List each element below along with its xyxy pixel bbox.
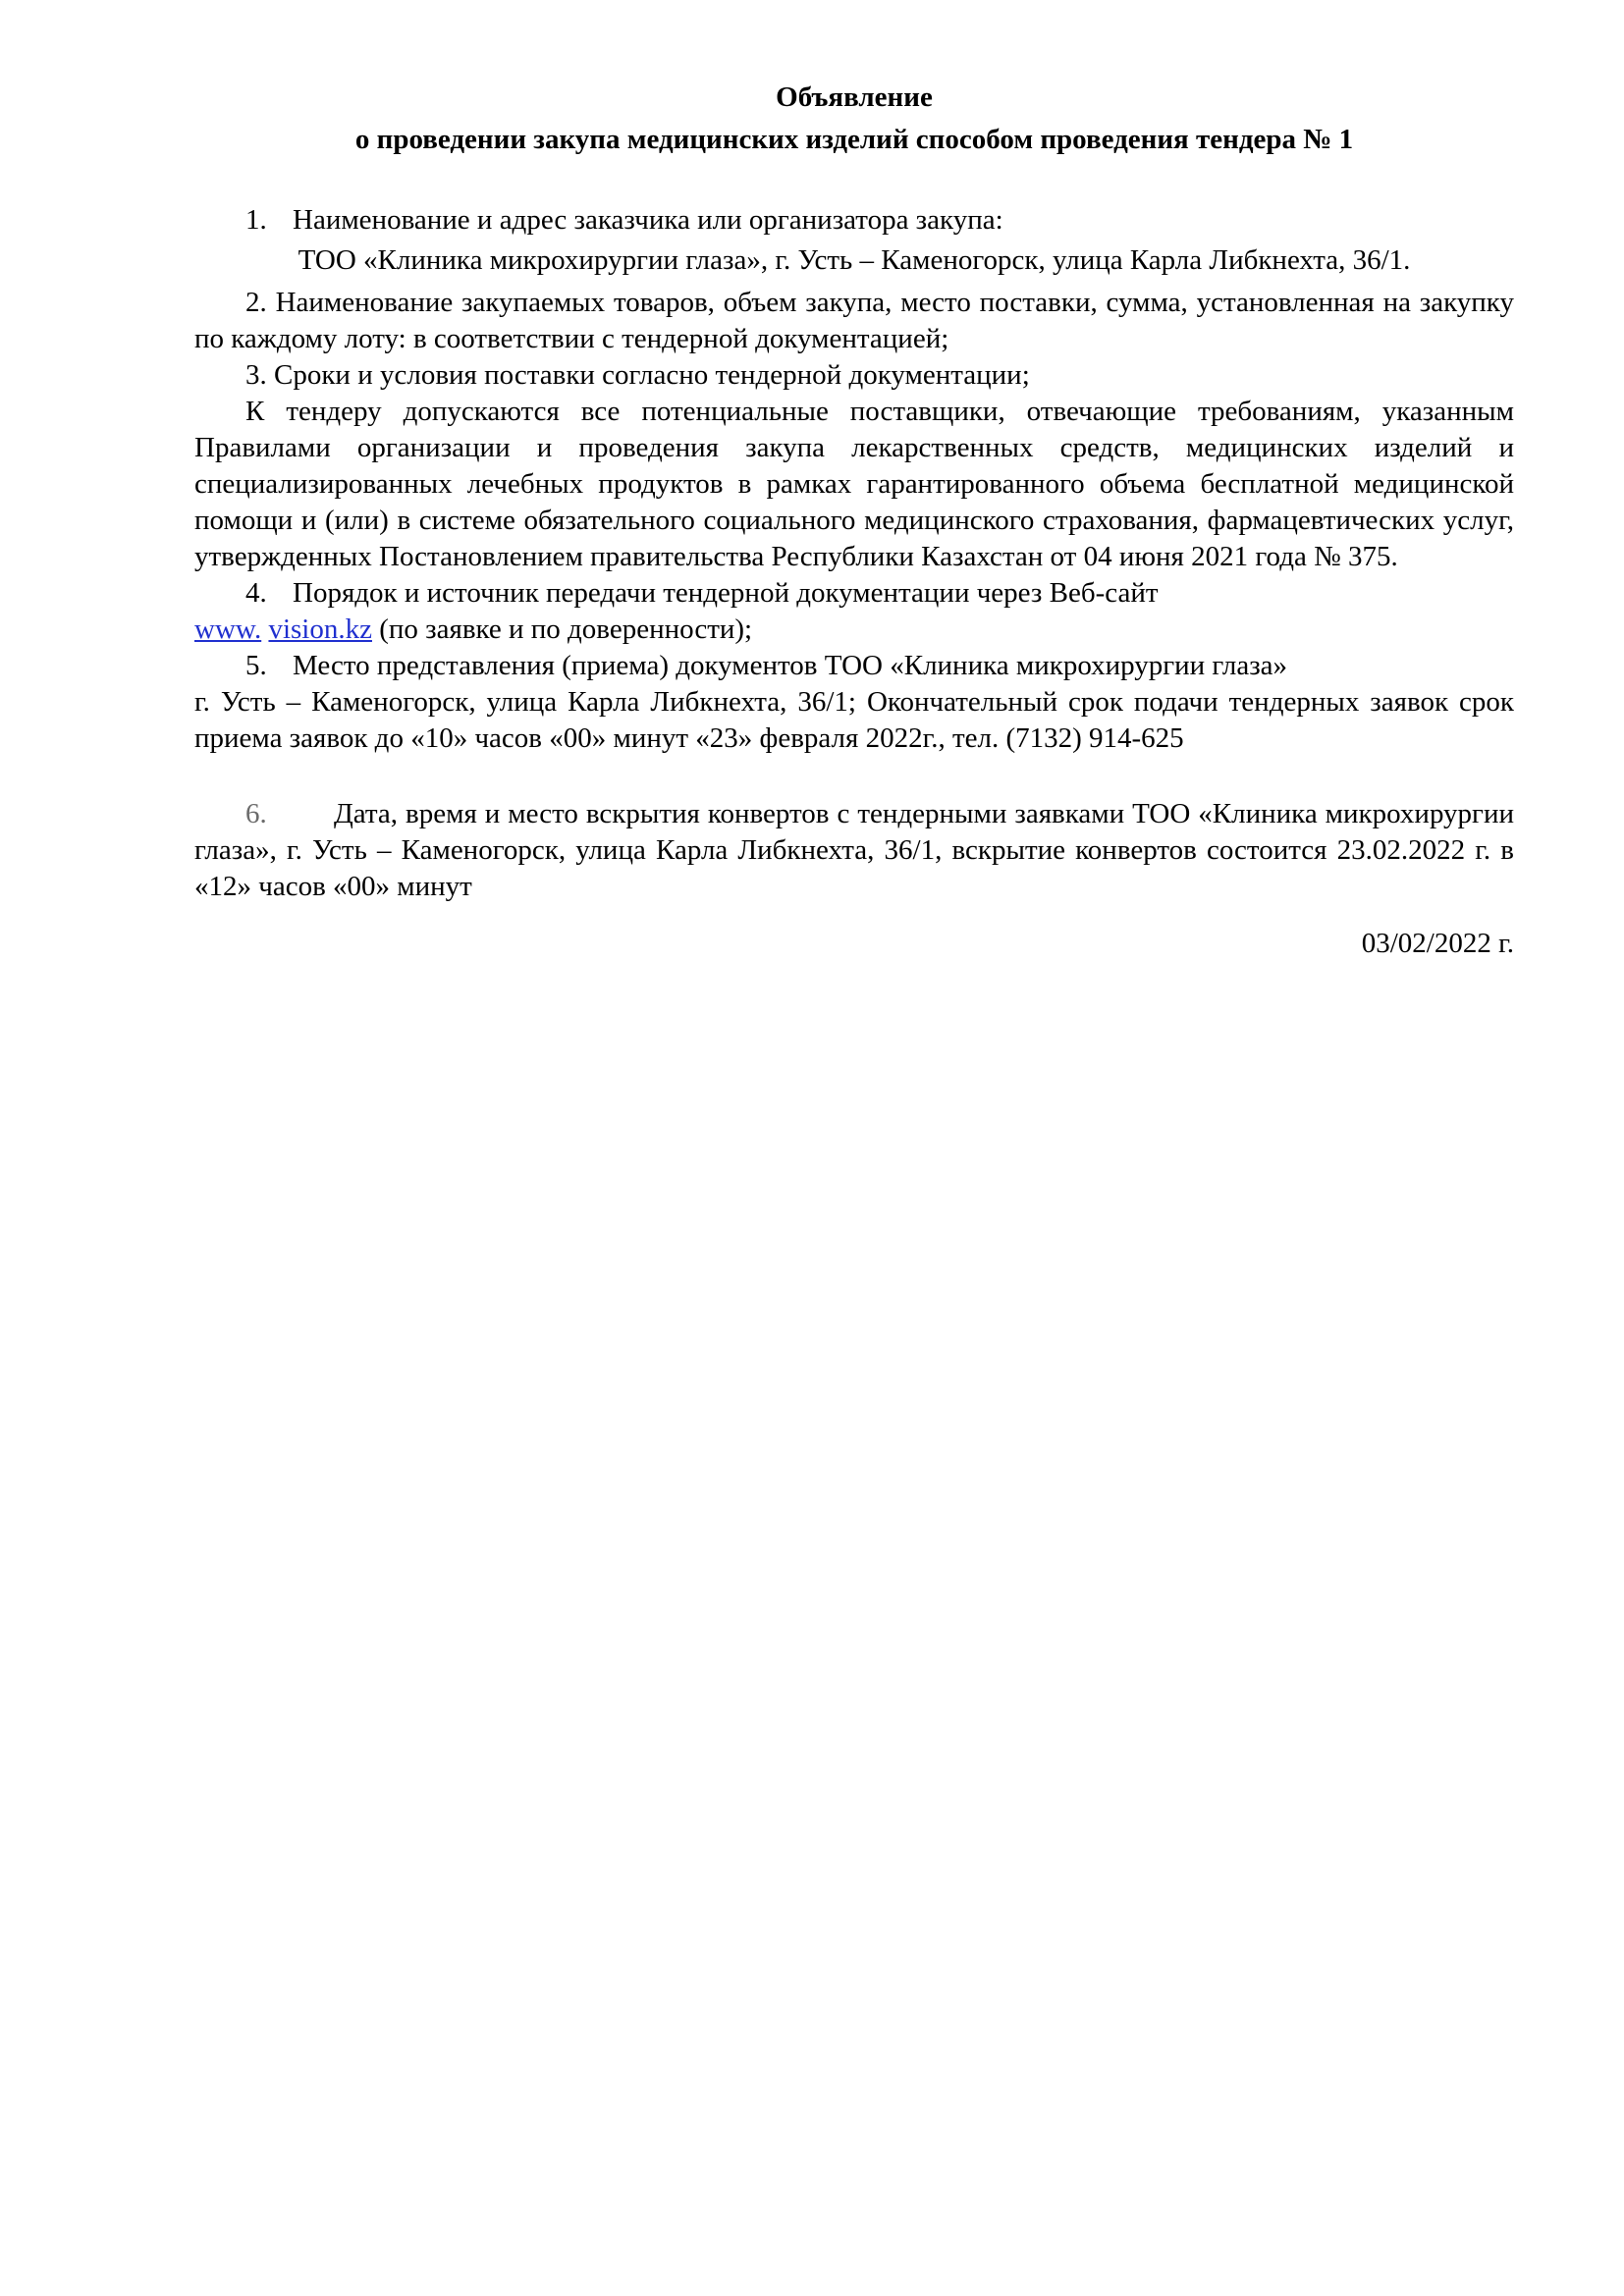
document-header [194, 77, 1514, 161]
item-6 [194, 796, 1514, 905]
item-4 [194, 575, 1514, 612]
admission-paragraph: К тендеру допускаются все потенциальные поставщики, отвечающие требованиям, указанным Правилами организации и проведения закупа лекарственных средств, медицинских изделий и специализированных лечебных продуктов в рамках гарантированного объема бесплатной медицинской помощи и (или) в системе обязательного социального медицинского страхования, фармацевтических услуг, утвержденных Постановлением правительства Республики Казахстан от 04 июня 2021 года № 375. [194, 396, 1514, 572]
item-6-number: 6. [245, 798, 267, 829]
website-link-www[interactable]: www. [194, 614, 262, 645]
item-3: 3. Сроки и условия поставки согласно тендерной документации; [245, 359, 1030, 391]
item-5 [194, 648, 1514, 684]
item-5-number: 5. [245, 650, 267, 681]
document-subtitle: о проведении закупа медицинских изделий способом проведения тендера № 1 [354, 124, 1354, 155]
item-5-continuation: г. Усть – Каменогорск, улица Карла Либкнехта, 36/1; Окончательный срок подачи тендерных заявок срок приема заявок до «10» часов «00» минут «23» февраля 2022г., тел. (7132) 914-625 [194, 686, 1514, 754]
website-link-vision[interactable]: vision.kz [268, 614, 372, 645]
item-5-text: Место представления (приема) документов ТОО «Клиника микрохирургии глаза» [293, 650, 1288, 681]
document-date: 03/02/2022 г. [1361, 928, 1514, 959]
item-2: 2. Наименование закупаемых товаров, объем закупа, место поставки, сумма, установленная на закупку по каждому лоту: в соответствии с тендерной документацией; [194, 287, 1514, 354]
document-title: Объявление [776, 81, 933, 113]
item-1-text: Наименование и адрес заказчика или организатора закупа: [293, 204, 1003, 236]
item-4-number: 4. [245, 577, 267, 609]
customer-name-address: ТОО «Клиника микрохирургии глаза», г. Усть – Каменогорск, улица Карла Либкнехта, 36/1. [298, 244, 1411, 276]
item-1-number: 1. [245, 204, 267, 236]
item-4-tail: (по заявке и по доверенности); [371, 614, 753, 645]
item-4-text: Порядок и источник передачи тендерной документации через Веб-сайт [293, 577, 1159, 609]
document-page [194, 77, 1514, 962]
item-4-website-line [194, 612, 1514, 648]
item-1 [194, 202, 1514, 239]
item-6-text: Дата, время и место вскрытия конвертов с тендерными заявками ТОО «Клиника микрохирургии глаза», г. Усть – Каменогорск, улица Карла Либкнехта, 36/1, вскрытие конвертов состоится 23.02.2022 г. в «12» часов «00» минут [194, 798, 1514, 902]
